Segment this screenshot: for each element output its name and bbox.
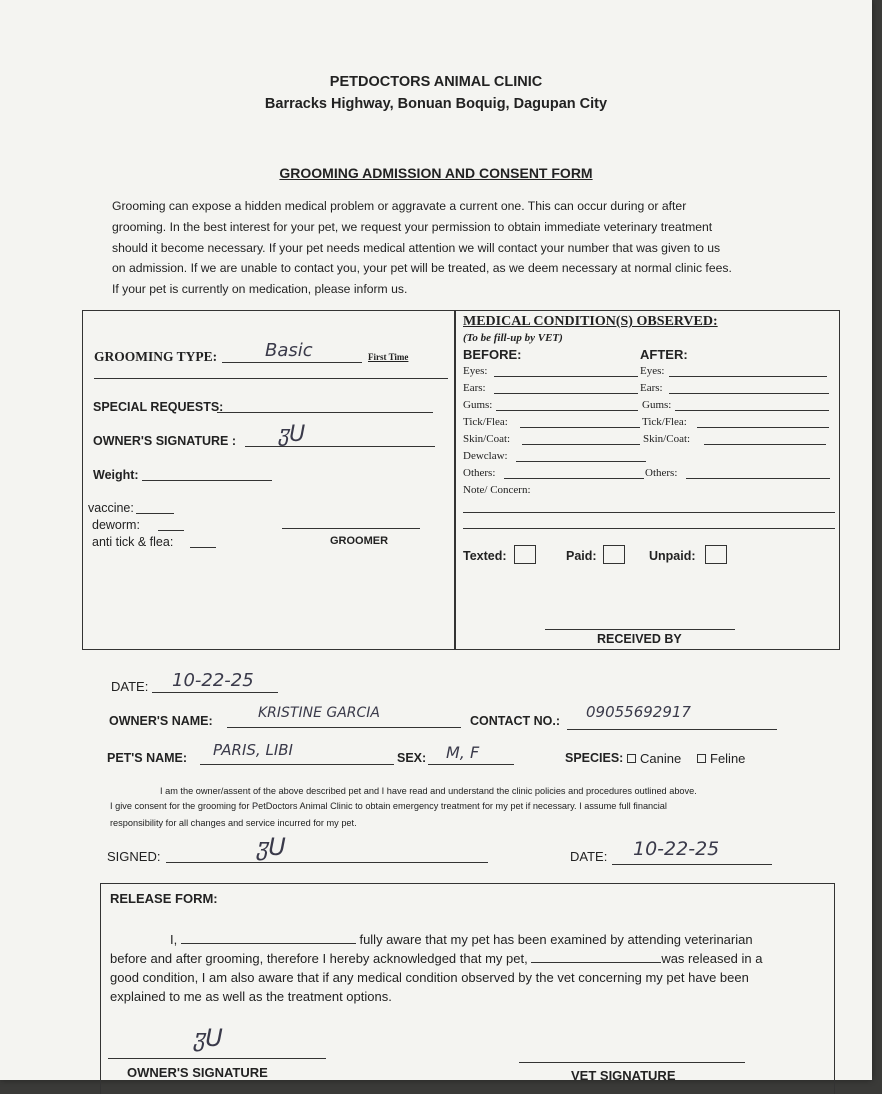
groomer-line: [282, 528, 420, 529]
consent-line: responsibility for all changes and service incurred for my pet.: [110, 818, 357, 828]
paid-checkbox[interactable]: [603, 545, 625, 564]
grooming-type-label: GROOMING TYPE:: [94, 349, 218, 364]
sex-value[interactable]: M, F: [446, 743, 480, 762]
owner-name-value[interactable]: KRISTINE GARCIA: [258, 705, 381, 721]
intro-line: on admission. If we are unable to contact you, your pet will be treated, as we deem necessary at normal clinic fees.: [112, 261, 732, 276]
groomer-label: GROOMER: [330, 535, 389, 547]
sex-line: [428, 764, 514, 765]
special-requests-label: SPECIAL REQUESTS:: [93, 400, 224, 414]
before-item: Eyes:: [463, 365, 488, 377]
before-item: Skin/Coat:: [463, 433, 511, 445]
release-line: explained to me as well as the treatment options.: [110, 989, 392, 1004]
vet-signature-label: VET SIGNATURE: [571, 1068, 676, 1083]
before-line: [516, 461, 646, 462]
weight-line: [142, 480, 272, 481]
date-line: [152, 692, 278, 693]
intro-paragraph: [112, 196, 776, 300]
intro-line: Grooming can expose a hidden medical problem or aggravate a current one. This can occur during or after: [112, 199, 687, 213]
species-label: SPECIES:: [565, 751, 624, 765]
after-line: [669, 393, 829, 394]
note-label: Note/ Concern:: [463, 484, 531, 496]
release-line2-b: was released in a: [661, 951, 763, 966]
owner-signature-value[interactable]: ჳU: [278, 422, 306, 447]
vaccine-line: [136, 513, 174, 514]
before-line: [520, 427, 640, 428]
feline-checkbox[interactable]: [697, 754, 706, 763]
clinic-name: PETDOCTORS ANIMAL CLINIC: [329, 74, 543, 90]
canine-label: Canine: [640, 751, 682, 766]
release-line1-a: I,: [170, 932, 181, 947]
note-line: [463, 528, 835, 529]
release-title: RELEASE FORM:: [110, 891, 218, 906]
unpaid-label: Unpaid:: [649, 549, 696, 563]
vet-signature-line: [519, 1062, 745, 1063]
before-line: [522, 444, 640, 445]
paid-label: Paid:: [566, 549, 597, 563]
after-item: Skin/Coat:: [643, 433, 691, 445]
release-line1-b: fully aware that my pet has been examined by attending veterinarian: [355, 932, 753, 947]
vaccine-label: vaccine:: [88, 501, 134, 515]
after-line: [675, 410, 829, 411]
signed-date-label: DATE:: [570, 849, 608, 864]
pet-name-line: [200, 764, 394, 765]
release-owner-signature-value[interactable]: ჳU: [193, 1024, 223, 1052]
owner-signature-label: OWNER'S SIGNATURE :: [93, 434, 237, 448]
release-name-blank[interactable]: [181, 943, 356, 944]
before-item: Others:: [463, 467, 496, 479]
release-line: good condition, I am also aware that if any medical condition observed by the vet concerning my pet have been: [110, 970, 749, 985]
before-item: Gums:: [463, 399, 493, 411]
antitick-line: [190, 547, 216, 548]
after-label: AFTER:: [640, 347, 688, 362]
after-line: [704, 444, 826, 445]
contact-label: CONTACT NO.:: [470, 714, 561, 728]
after-item: Gums:: [642, 399, 672, 411]
intro-line: grooming. In the best interest for your pet, we request your permission to obtain immediate veterinary treatment: [112, 219, 713, 234]
canine-checkbox[interactable]: [627, 754, 636, 763]
after-line: [669, 376, 827, 377]
after-line: [697, 427, 829, 428]
grooming-type-line: [222, 362, 362, 363]
deworm-label: deworm:: [92, 518, 140, 532]
date-value[interactable]: 10-22-25: [172, 670, 254, 691]
before-label: BEFORE:: [463, 347, 522, 362]
signed-date-value[interactable]: 10-22-25: [633, 838, 720, 860]
owner-name-label: OWNER'S NAME:: [109, 714, 213, 728]
grooming-type-value[interactable]: Basic: [265, 340, 313, 361]
release-line: [110, 930, 830, 950]
texted-checkbox[interactable]: [514, 545, 536, 564]
medical-title: MEDICAL CONDITION(S) OBSERVED:: [463, 314, 718, 329]
feline-option[interactable]: [697, 751, 745, 766]
before-line: [494, 393, 638, 394]
signed-line: [166, 862, 488, 863]
weight-label: Weight:: [93, 468, 139, 482]
release-line: [110, 949, 830, 969]
signed-date-line: [612, 864, 772, 865]
deworm-line: [158, 530, 184, 531]
special-requests-line: [217, 412, 433, 413]
before-item: Dewclaw:: [463, 450, 508, 462]
owner-signature-line: [245, 446, 435, 447]
before-line: [504, 478, 644, 479]
after-item: Ears:: [640, 382, 663, 394]
table-divider: [454, 310, 456, 650]
texted-label: Texted:: [463, 549, 507, 563]
owner-signature-bottom-line: [108, 1058, 326, 1059]
before-item: Tick/Flea:: [463, 416, 508, 428]
antitick-label: anti tick & flea:: [92, 535, 174, 549]
pet-name-label: PET'S NAME:: [107, 751, 188, 765]
signed-value[interactable]: ჳU: [256, 833, 286, 861]
consent-line: I give consent for the grooming for PetDoctors Animal Clinic to obtain emergency treatment for my pet if necessary. I assume full financial: [110, 801, 667, 811]
release-pet-blank[interactable]: [531, 962, 661, 963]
received-by-line: [545, 629, 735, 630]
clinic-address: Barracks Highway, Bonuan Boquig, Dagupan City: [264, 96, 608, 112]
date-label: DATE:: [111, 679, 149, 694]
medical-subtitle: (To be fill-up by VET): [463, 332, 563, 344]
sex-label: SEX:: [397, 751, 427, 765]
intro-line: should it become necessary. If your pet needs medical attention we will contact your number that was given to us: [112, 240, 721, 255]
before-line: [494, 376, 638, 377]
after-item: Eyes:: [640, 365, 665, 377]
note-line: [463, 512, 835, 513]
first-time-label: First Time: [368, 352, 409, 362]
before-item: Ears:: [463, 382, 486, 394]
intro-line: If your pet is currently on medication, please inform us.: [112, 282, 408, 297]
grooming-type-line-2: [94, 378, 448, 379]
feline-label: Feline: [710, 751, 746, 766]
release-line2-a: before and after grooming, therefore I hereby acknowledged that my pet,: [110, 951, 532, 966]
unpaid-checkbox[interactable]: [705, 545, 727, 564]
contact-value[interactable]: 09055692917: [586, 703, 691, 721]
consent-line: I am the owner/assent of the above described pet and I have read and understand the clinic policies and procedures outlined above.: [160, 786, 697, 796]
after-item: Tick/Flea:: [642, 416, 687, 428]
owner-name-line: [227, 727, 461, 728]
signed-label: SIGNED:: [107, 849, 161, 864]
form-title: GROOMING ADMISSION AND CONSENT FORM: [279, 165, 593, 181]
owner-signature-bottom-label: OWNER'S SIGNATURE: [127, 1065, 268, 1080]
after-line: [686, 478, 830, 479]
received-by-label: RECEIVED BY: [597, 632, 682, 646]
before-line: [496, 410, 638, 411]
pet-name-value[interactable]: PARIS, LIBI: [213, 741, 293, 759]
contact-line: [567, 729, 777, 730]
after-item: Others:: [645, 467, 678, 479]
canine-option[interactable]: [627, 751, 681, 766]
